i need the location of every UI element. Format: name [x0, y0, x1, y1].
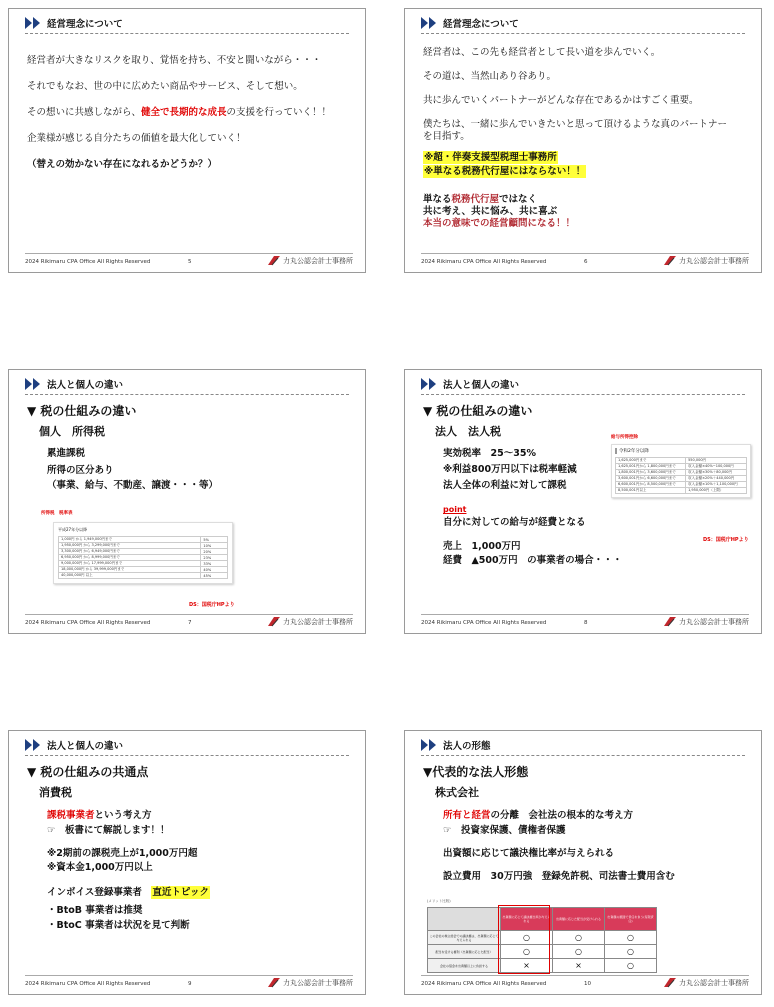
slide-footer — [25, 614, 353, 629]
table-cell: 1,950,000円 から 3,299,000円まで — [59, 543, 201, 549]
page-number: 7 — [188, 620, 192, 626]
source-note: DS：国税庁HPより — [189, 602, 235, 608]
text-line: （替えの効かない存在になれるかどうか？） — [27, 158, 218, 170]
slide-5 — [8, 8, 366, 273]
copyright: 2024 Rikimaru CPA Office All Rights Reserved — [25, 620, 151, 626]
text-line: 自分に対しての給与が経費となる — [443, 517, 586, 529]
copyright: 2024 Rikimaru CPA Office All Rights Reserved — [25, 981, 151, 987]
text-line: 僕たちは、一緒に歩んでいきたいと思って頂けるような真のパートナー を目指す。 — [423, 118, 728, 142]
slide-header — [25, 15, 123, 31]
office-logo: 力丸公認会計士事務所 — [267, 255, 353, 266]
text-line: 法人全体の利益に対して課税 — [443, 479, 567, 491]
table-cell: 23% — [201, 555, 228, 561]
text-line: 設立費用 30万円強 登録免許税、司法書士費用含む — [443, 871, 675, 883]
slide-footer — [25, 975, 353, 990]
source-note: DS：国税庁HPより — [703, 537, 749, 543]
logo-mark-icon — [267, 977, 281, 988]
text-line: 経費 ▲500万円 の事業者の場合・・・ — [443, 555, 623, 567]
text-line: 経営者は、この先も経営者として長い道を歩んでいく。 — [423, 47, 661, 58]
page-number: 10 — [584, 981, 591, 987]
table-cell: 3,600,001円から 6,600,000円まで — [616, 476, 686, 482]
row-label: 配当を受ける権利（出資額に応じた配当） — [428, 945, 501, 959]
table-cell: 収入金額×40%−100,000円 — [686, 464, 747, 470]
divider — [421, 394, 745, 395]
chevron-right-icon — [25, 378, 32, 390]
subheading: 法人 法人税 — [435, 425, 501, 438]
table-cell: 収入金額×10%＋1,100,000円 — [686, 482, 747, 488]
text-line: ☞ 板書にて解説します！！ — [47, 824, 170, 836]
slide-footer — [25, 253, 353, 268]
slide-8 — [404, 369, 762, 634]
column-header: 出資額に応じて議決権比率が与えられる — [501, 908, 553, 931]
slide-header — [25, 376, 123, 392]
text-line: ・BtoB 事業者は推奨 — [47, 905, 143, 917]
slide-header — [421, 376, 519, 392]
text-line: ※資本金1,000万円以上 — [47, 862, 153, 874]
text-line: 売上 1,000万円 — [443, 541, 521, 553]
subheading: 個人 所得税 — [39, 425, 105, 438]
slide-title: 経営理念について — [443, 19, 519, 30]
table-row — [616, 488, 747, 494]
table-cell: ○ — [501, 931, 553, 945]
table-cell: 1,950,000円（上限） — [686, 488, 747, 494]
page-number: 5 — [188, 259, 192, 265]
slide-title: 法人と個人の違い — [443, 380, 520, 391]
page-number: 9 — [188, 981, 192, 987]
tax-rate-table: 平成27年分以降 1,000円 から 1,949,000円まで 5% 1,950,000円 から 3,299,000円まで 10% 3,300,000円 から 6,949,000円まで 20% 6,950,000円 から 8,999,000円まで 23% 9,000,000円 から 17,999,000円まで 33% 18,000,000円 から 39,999,000円まで 40% 40,000,000円 以上 45% — [53, 522, 233, 584]
copyright: 2024 Rikimaru CPA Office All Rights Reserved — [25, 259, 151, 265]
table-cell: 33% — [201, 561, 228, 567]
text-line: （事業、給与、不動産、譲渡・・・等） — [47, 479, 219, 491]
chevron-right-icon — [421, 739, 428, 751]
logo-mark-icon — [267, 616, 281, 627]
page-number: 6 — [584, 259, 588, 265]
table-cell: 40% — [201, 567, 228, 573]
text-line: 本当の意味での経営顧問になる！！ — [423, 217, 576, 229]
table-cell: 20% — [201, 549, 228, 555]
chevron-right-icon — [429, 17, 436, 29]
section-heading: ▼ 税の仕組みの違い — [27, 404, 137, 418]
table-title: (メリット比較) — [427, 899, 451, 903]
slide-title: 法人と個人の違い — [47, 741, 124, 752]
slide-title: 法人と個人の違い — [47, 380, 124, 391]
chevron-right-icon — [429, 378, 436, 390]
chevron-right-icon — [25, 739, 32, 751]
subheading: 消費税 — [39, 786, 72, 799]
chevron-right-icon — [421, 378, 428, 390]
table-cell: 8,500,001円以上 — [616, 488, 686, 494]
slide-6 — [404, 8, 762, 273]
office-logo: 力丸公認会計士事務所 — [663, 255, 749, 266]
page-number: 8 — [584, 620, 588, 626]
office-logo: 力丸公認会計士事務所 — [267, 977, 353, 988]
table-title: 所得税 税率表 — [41, 511, 73, 516]
table-cell: ○ — [553, 945, 605, 959]
text-line: その想いに共感しながら、健全で長期的な成長の支援を行っていく！！ — [27, 106, 332, 118]
section-heading: ▼ 税の仕組みの共通点 — [27, 765, 149, 779]
text-line: その道は、当然山あり谷あり。 — [423, 70, 557, 82]
slide-footer — [421, 614, 749, 629]
slide-header — [421, 15, 519, 31]
table-cell: 6,600,001円から 8,500,000円まで — [616, 482, 686, 488]
copyright: 2024 Rikimaru CPA Office All Rights Reserved — [421, 620, 547, 626]
table — [58, 536, 228, 579]
text-line: 企業様が感じる自分たちの価値を最大化していく！ — [27, 132, 246, 144]
text-line: 経営者が大きなリスクを取り、覚悟を持ち、不安と闘いながら・・・ — [27, 55, 322, 66]
text-line: ・BtoC 事業者は状況を見て判断 — [47, 920, 190, 931]
divider — [25, 394, 349, 395]
column-header: 出資額に応じた配当が受けられる — [553, 908, 605, 931]
table-cell: ○ — [605, 931, 657, 945]
text-line: 累進課税 — [47, 447, 86, 459]
row-label: 会社の借金を出資額以上に負担する — [428, 959, 501, 973]
text-line: 出資額に応じて議決権比率が与えられる — [443, 847, 615, 859]
chevron-right-icon — [25, 17, 32, 29]
slide-footer — [421, 975, 749, 990]
table-cell: 1,625,001円から 1,800,000円まで — [616, 464, 686, 470]
text-line: 単なる税務代行屋ではなく — [423, 194, 538, 206]
slide-title: 経営理念について — [47, 19, 123, 30]
subheading: 株式会社 — [435, 786, 479, 799]
logo-mark-icon — [663, 616, 677, 627]
table-cell: ○ — [605, 959, 657, 973]
table-cell: 3,300,000円 から 6,949,000円まで — [59, 549, 201, 555]
table-cell: 45% — [201, 573, 228, 579]
slide-title: 法人の形態 — [443, 741, 491, 752]
table-cell: × — [553, 959, 605, 973]
chevron-right-icon — [421, 17, 428, 29]
table-cell: 6,950,000円 から 8,999,000円まで — [59, 555, 201, 561]
highlight-box — [498, 905, 550, 974]
point-label: point — [443, 505, 467, 515]
column-header: 出資額の範囲で責任を負う(有限責任) — [605, 908, 657, 931]
text-line: 所有と経営の分離 会社法の根本的な考え方 — [443, 809, 634, 821]
row-label: この会社の株主総会での議決権は、出資額に応じて与えられる — [428, 931, 501, 945]
logo-mark-icon — [663, 977, 677, 988]
chevron-right-icon — [33, 378, 40, 390]
table — [615, 457, 747, 494]
comparison-table — [427, 907, 657, 973]
slide-header — [25, 737, 123, 753]
table-cell: 1,000円 から 1,949,000円まで — [59, 537, 201, 543]
text-line: 共に考え、共に悩み、共に喜ぶ — [423, 206, 558, 217]
table-cell: 10% — [201, 543, 228, 549]
office-logo: 力丸公認会計士事務所 — [663, 616, 749, 627]
logo-mark-icon — [663, 255, 677, 266]
slide-10 — [404, 730, 762, 995]
table-cell: 1,625,000円まで — [616, 458, 686, 464]
text-line: ☞ 投資家保護、債権者保護 — [443, 824, 566, 836]
table-title: 給与所得控除 — [611, 435, 638, 440]
text-line: それでもなお、世の中に広めたい商品やサービス、そして想い。 — [27, 80, 303, 92]
table-cell: 40,000,000円 以上 — [59, 573, 201, 579]
copyright: 2024 Rikimaru CPA Office All Rights Reserved — [421, 981, 547, 987]
table-cell: 9,000,000円 から 17,999,000円まで — [59, 561, 201, 567]
table-cell: 1,800,001円から 3,600,000円まで — [616, 470, 686, 476]
table-cell: 収入金額×30%＋80,000円 — [686, 470, 747, 476]
table-row — [59, 573, 228, 579]
text-line: 課税事業者という考え方 — [47, 809, 152, 821]
table-cell: ○ — [501, 945, 553, 959]
slide-header — [421, 737, 491, 753]
text-line: 所得の区分あり — [47, 464, 114, 476]
divider — [25, 33, 349, 34]
slide-footer — [421, 253, 749, 268]
office-logo: 力丸公認会計士事務所 — [267, 616, 353, 627]
table-cell: ○ — [553, 931, 605, 945]
table-cell: × — [501, 959, 553, 973]
text-line: ※2期前の課税売上が1,000万円超 — [47, 847, 198, 859]
table-cell: 18,000,000円 から 39,999,000円まで — [59, 567, 201, 573]
chevron-right-icon — [33, 739, 40, 751]
copyright: 2024 Rikimaru CPA Office All Rights Reserved — [421, 259, 547, 265]
salary-deduction-table: 令和2年分以降 1,625,000円まで 550,000円 1,625,001円から 1,800,000円まで 収入金額×40%−100,000円 1,800,001円から 3,600,000円まで 収入金額×30%＋80,000円 3,600,001円から 6,600,000円まで 収入金額×20%＋440,000円 6,600,001円から 8,500,000円まで 収入金額×10%＋1,100,000円 8,500,001円以上 1,950,000円（上限） — [611, 444, 751, 498]
section-heading: ▼代表的な法人形態 — [423, 765, 529, 779]
highlight-text: ※超・伴奏支援型税理士事務所 — [424, 152, 557, 164]
divider — [25, 755, 349, 756]
logo-mark-icon — [267, 255, 281, 266]
table-cell: 5% — [201, 537, 228, 543]
table-cell: ○ — [605, 945, 657, 959]
divider — [421, 33, 745, 34]
highlight-text: ※単なる税務代行屋にはならない！！ — [424, 166, 586, 178]
text-line: 共に歩んでいくパートナーがどんな存在であるかはすごく重要。 — [423, 94, 699, 106]
slide-7 — [8, 369, 366, 634]
slide-9 — [8, 730, 366, 995]
divider — [421, 755, 745, 756]
text-line: ※利益800万円以下は税率軽減 — [443, 463, 577, 475]
section-heading: ▼ 税の仕組みの違い — [423, 404, 533, 418]
table-cell: 550,000円 — [686, 458, 747, 464]
text-line: 実効税率 25～35% — [443, 447, 536, 459]
text-line: インボイス登録事業者 直近トピック — [47, 887, 210, 899]
chevron-right-icon — [429, 739, 436, 751]
chevron-right-icon — [33, 17, 40, 29]
table-cell: 収入金額×20%＋440,000円 — [686, 476, 747, 482]
office-logo: 力丸公認会計士事務所 — [663, 977, 749, 988]
